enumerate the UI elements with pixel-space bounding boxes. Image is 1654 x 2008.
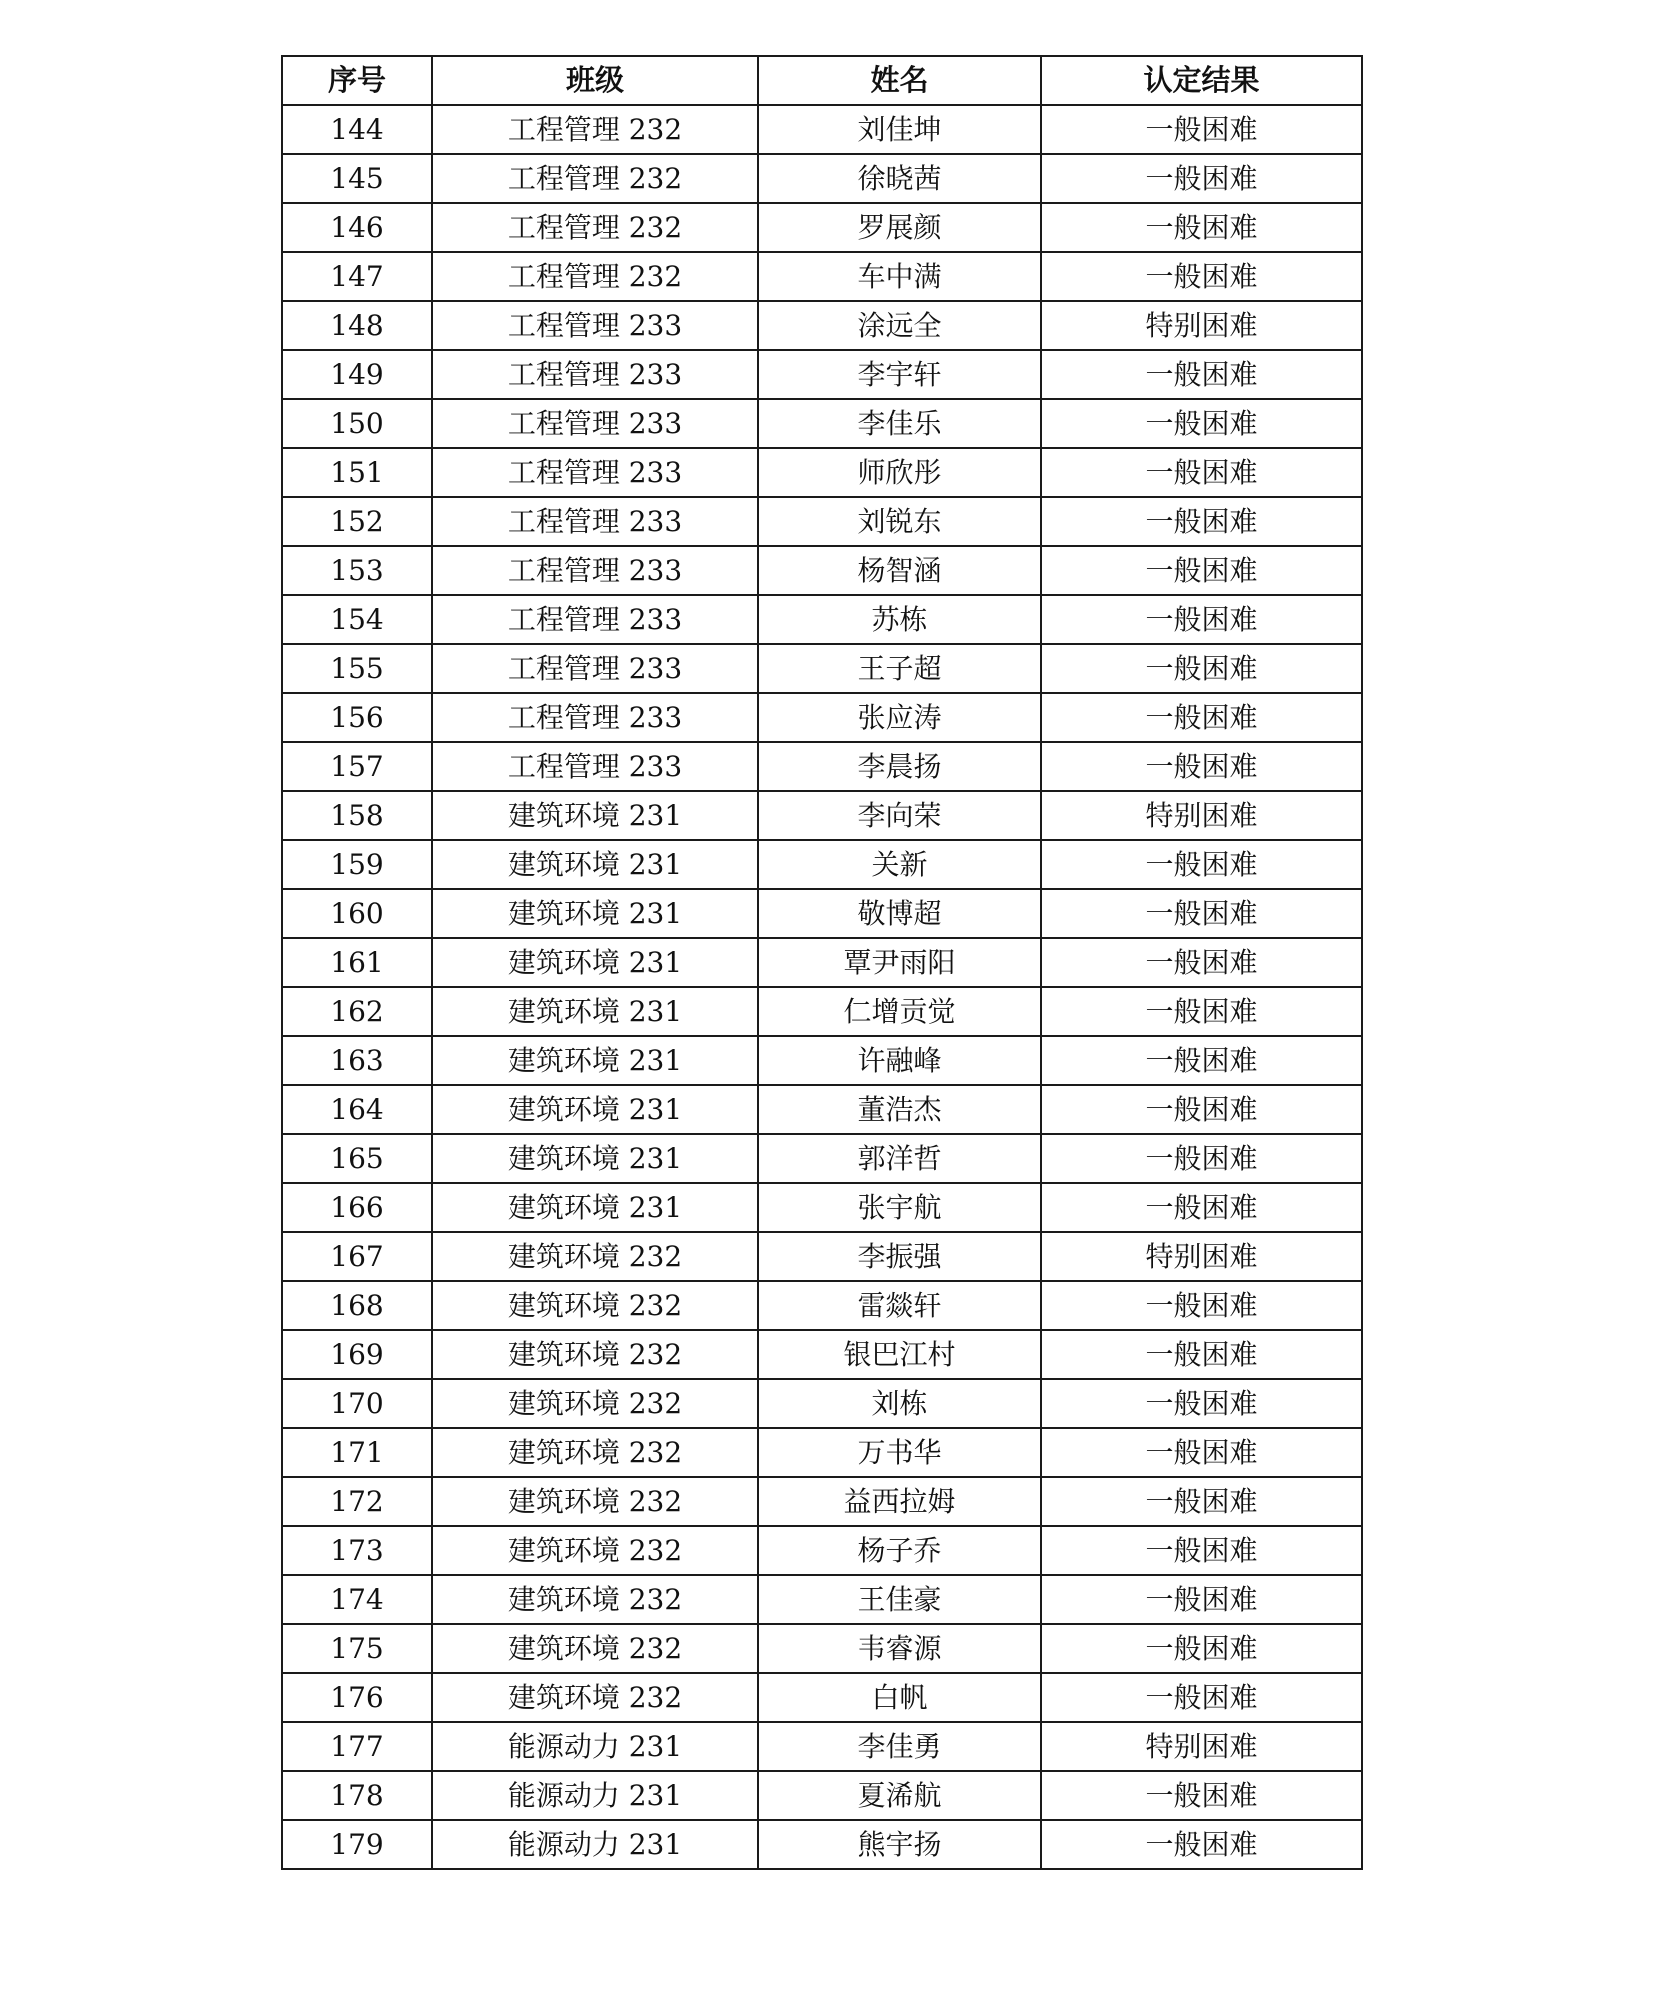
cell-serial-no: 167 — [282, 1232, 432, 1281]
cell-name: 张宇航 — [758, 1183, 1041, 1232]
header-result: 认定结果 — [1041, 56, 1362, 105]
cell-name: 车中满 — [758, 252, 1041, 301]
cell-class: 建筑环境 231 — [432, 840, 758, 889]
cell-serial-no: 149 — [282, 350, 432, 399]
cell-name: 刘栋 — [758, 1379, 1041, 1428]
cell-class: 建筑环境 232 — [432, 1673, 758, 1722]
cell-serial-no: 173 — [282, 1526, 432, 1575]
cell-serial-no: 154 — [282, 595, 432, 644]
cell-result: 一般困难 — [1041, 1624, 1362, 1673]
cell-serial-no: 148 — [282, 301, 432, 350]
cell-class: 能源动力 231 — [432, 1820, 758, 1869]
table-row — [282, 889, 1362, 938]
table-row — [282, 840, 1362, 889]
cell-serial-no: 145 — [282, 154, 432, 203]
cell-serial-no: 147 — [282, 252, 432, 301]
table-row — [282, 1232, 1362, 1281]
table-row — [282, 1673, 1362, 1722]
cell-result: 特别困难 — [1041, 791, 1362, 840]
cell-result: 一般困难 — [1041, 644, 1362, 693]
cell-class: 建筑环境 232 — [432, 1575, 758, 1624]
table-row — [282, 350, 1362, 399]
cell-class: 工程管理 232 — [432, 105, 758, 154]
cell-serial-no: 172 — [282, 1477, 432, 1526]
cell-name: 王子超 — [758, 644, 1041, 693]
cell-name: 李宇轩 — [758, 350, 1041, 399]
cell-result: 一般困难 — [1041, 1526, 1362, 1575]
cell-name: 张应涛 — [758, 693, 1041, 742]
cell-name: 益西拉姆 — [758, 1477, 1041, 1526]
cell-name: 熊宇扬 — [758, 1820, 1041, 1869]
cell-name: 韦睿源 — [758, 1624, 1041, 1673]
cell-serial-no: 169 — [282, 1330, 432, 1379]
cell-result: 一般困难 — [1041, 1085, 1362, 1134]
cell-name: 郭洋哲 — [758, 1134, 1041, 1183]
cell-result: 特别困难 — [1041, 1232, 1362, 1281]
header-name: 姓名 — [758, 56, 1041, 105]
cell-class: 建筑环境 231 — [432, 1134, 758, 1183]
cell-serial-no: 176 — [282, 1673, 432, 1722]
cell-serial-no: 156 — [282, 693, 432, 742]
cell-name: 王佳豪 — [758, 1575, 1041, 1624]
cell-result: 一般困难 — [1041, 1036, 1362, 1085]
table-row — [282, 203, 1362, 252]
cell-class: 工程管理 232 — [432, 203, 758, 252]
cell-serial-no: 161 — [282, 938, 432, 987]
cell-serial-no: 146 — [282, 203, 432, 252]
cell-name: 李振强 — [758, 1232, 1041, 1281]
table-row — [282, 252, 1362, 301]
table-row — [282, 448, 1362, 497]
cell-class: 建筑环境 231 — [432, 938, 758, 987]
cell-class: 建筑环境 232 — [432, 1526, 758, 1575]
cell-serial-no: 177 — [282, 1722, 432, 1771]
cell-class: 建筑环境 231 — [432, 889, 758, 938]
cell-serial-no: 160 — [282, 889, 432, 938]
cell-name: 夏浠航 — [758, 1771, 1041, 1820]
assessment-table — [281, 55, 1363, 1870]
table-row — [282, 1281, 1362, 1330]
cell-result: 一般困难 — [1041, 154, 1362, 203]
cell-serial-no: 157 — [282, 742, 432, 791]
cell-serial-no: 179 — [282, 1820, 432, 1869]
cell-class: 建筑环境 232 — [432, 1428, 758, 1477]
cell-serial-no: 174 — [282, 1575, 432, 1624]
cell-class: 建筑环境 232 — [432, 1624, 758, 1673]
cell-serial-no: 151 — [282, 448, 432, 497]
cell-result: 一般困难 — [1041, 1575, 1362, 1624]
table-row — [282, 1771, 1362, 1820]
cell-class: 建筑环境 232 — [432, 1232, 758, 1281]
cell-class: 工程管理 233 — [432, 399, 758, 448]
cell-name: 覃尹雨阳 — [758, 938, 1041, 987]
table-row — [282, 1379, 1362, 1428]
table-row — [282, 1624, 1362, 1673]
cell-name: 银巴江村 — [758, 1330, 1041, 1379]
cell-serial-no: 162 — [282, 987, 432, 1036]
cell-name: 仁增贡觉 — [758, 987, 1041, 1036]
cell-serial-no: 163 — [282, 1036, 432, 1085]
cell-class: 建筑环境 231 — [432, 791, 758, 840]
cell-name: 关新 — [758, 840, 1041, 889]
table-row — [282, 546, 1362, 595]
cell-class: 建筑环境 232 — [432, 1330, 758, 1379]
cell-result: 一般困难 — [1041, 546, 1362, 595]
cell-result: 特别困难 — [1041, 301, 1362, 350]
cell-serial-no: 150 — [282, 399, 432, 448]
cell-name: 李晨扬 — [758, 742, 1041, 791]
cell-result: 一般困难 — [1041, 693, 1362, 742]
cell-result: 一般困难 — [1041, 595, 1362, 644]
table-row — [282, 1183, 1362, 1232]
cell-serial-no: 164 — [282, 1085, 432, 1134]
header-class: 班级 — [432, 56, 758, 105]
cell-serial-no: 153 — [282, 546, 432, 595]
cell-class: 建筑环境 231 — [432, 1036, 758, 1085]
cell-class: 工程管理 233 — [432, 350, 758, 399]
cell-class: 工程管理 233 — [432, 742, 758, 791]
cell-result: 一般困难 — [1041, 1183, 1362, 1232]
cell-class: 能源动力 231 — [432, 1722, 758, 1771]
cell-serial-no: 144 — [282, 105, 432, 154]
cell-name: 李向荣 — [758, 791, 1041, 840]
table-header-row — [282, 56, 1362, 105]
cell-result: 一般困难 — [1041, 1771, 1362, 1820]
cell-name: 徐晓茜 — [758, 154, 1041, 203]
table-row — [282, 1477, 1362, 1526]
cell-name: 杨子乔 — [758, 1526, 1041, 1575]
table-row — [282, 595, 1362, 644]
table-row — [282, 1526, 1362, 1575]
cell-name: 杨智涵 — [758, 546, 1041, 595]
table-body — [282, 105, 1362, 1869]
cell-result: 一般困难 — [1041, 448, 1362, 497]
table-row — [282, 399, 1362, 448]
cell-serial-no: 152 — [282, 497, 432, 546]
cell-result: 一般困难 — [1041, 252, 1362, 301]
cell-name: 许融峰 — [758, 1036, 1041, 1085]
cell-class: 工程管理 233 — [432, 546, 758, 595]
cell-class: 建筑环境 231 — [432, 1085, 758, 1134]
table-row — [282, 1085, 1362, 1134]
cell-name: 万书华 — [758, 1428, 1041, 1477]
cell-class: 建筑环境 232 — [432, 1477, 758, 1526]
cell-result: 一般困难 — [1041, 350, 1362, 399]
table-row — [282, 742, 1362, 791]
table-row — [282, 791, 1362, 840]
cell-name: 涂远全 — [758, 301, 1041, 350]
cell-class: 工程管理 233 — [432, 301, 758, 350]
table-row — [282, 1330, 1362, 1379]
cell-result: 一般困难 — [1041, 1477, 1362, 1526]
cell-result: 一般困难 — [1041, 840, 1362, 889]
cell-class: 工程管理 232 — [432, 252, 758, 301]
cell-name: 敬博超 — [758, 889, 1041, 938]
cell-result: 一般困难 — [1041, 203, 1362, 252]
cell-result: 一般困难 — [1041, 105, 1362, 154]
cell-class: 建筑环境 232 — [432, 1281, 758, 1330]
table-row — [282, 1036, 1362, 1085]
table-row — [282, 987, 1362, 1036]
cell-serial-no: 158 — [282, 791, 432, 840]
cell-class: 能源动力 231 — [432, 1771, 758, 1820]
cell-name: 董浩杰 — [758, 1085, 1041, 1134]
cell-result: 一般困难 — [1041, 938, 1362, 987]
cell-serial-no: 165 — [282, 1134, 432, 1183]
cell-result: 一般困难 — [1041, 889, 1362, 938]
cell-name: 罗展颜 — [758, 203, 1041, 252]
cell-serial-no: 155 — [282, 644, 432, 693]
cell-serial-no: 159 — [282, 840, 432, 889]
cell-class: 工程管理 232 — [432, 154, 758, 203]
cell-class: 工程管理 233 — [432, 595, 758, 644]
cell-result: 一般困难 — [1041, 1673, 1362, 1722]
cell-name: 刘佳坤 — [758, 105, 1041, 154]
table-row — [282, 644, 1362, 693]
cell-serial-no: 166 — [282, 1183, 432, 1232]
cell-result: 一般困难 — [1041, 1379, 1362, 1428]
cell-result: 一般困难 — [1041, 1134, 1362, 1183]
cell-serial-no: 168 — [282, 1281, 432, 1330]
table-row — [282, 497, 1362, 546]
cell-result: 一般困难 — [1041, 987, 1362, 1036]
cell-name: 李佳勇 — [758, 1722, 1041, 1771]
table-row — [282, 1575, 1362, 1624]
cell-class: 工程管理 233 — [432, 693, 758, 742]
table-row — [282, 1820, 1362, 1869]
cell-serial-no: 170 — [282, 1379, 432, 1428]
cell-name: 苏栋 — [758, 595, 1041, 644]
cell-class: 建筑环境 232 — [432, 1379, 758, 1428]
table-row — [282, 693, 1362, 742]
cell-result: 一般困难 — [1041, 399, 1362, 448]
cell-class: 建筑环境 231 — [432, 1183, 758, 1232]
cell-result: 一般困难 — [1041, 497, 1362, 546]
cell-name: 白帆 — [758, 1673, 1041, 1722]
table-row — [282, 1428, 1362, 1477]
table-row — [282, 938, 1362, 987]
cell-serial-no: 178 — [282, 1771, 432, 1820]
cell-result: 特别困难 — [1041, 1722, 1362, 1771]
cell-name: 刘锐东 — [758, 497, 1041, 546]
cell-serial-no: 175 — [282, 1624, 432, 1673]
cell-class: 工程管理 233 — [432, 644, 758, 693]
table-row — [282, 301, 1362, 350]
cell-class: 工程管理 233 — [432, 448, 758, 497]
cell-name: 雷燚轩 — [758, 1281, 1041, 1330]
cell-result: 一般困难 — [1041, 1820, 1362, 1869]
cell-result: 一般困难 — [1041, 742, 1362, 791]
cell-class: 工程管理 233 — [432, 497, 758, 546]
table-row — [282, 1722, 1362, 1771]
table-row — [282, 105, 1362, 154]
cell-class: 建筑环境 231 — [432, 987, 758, 1036]
cell-serial-no: 171 — [282, 1428, 432, 1477]
cell-name: 李佳乐 — [758, 399, 1041, 448]
cell-result: 一般困难 — [1041, 1330, 1362, 1379]
table-row — [282, 154, 1362, 203]
cell-result: 一般困难 — [1041, 1428, 1362, 1477]
header-serial-no: 序号 — [282, 56, 432, 105]
cell-name: 师欣彤 — [758, 448, 1041, 497]
table-row — [282, 1134, 1362, 1183]
cell-result: 一般困难 — [1041, 1281, 1362, 1330]
